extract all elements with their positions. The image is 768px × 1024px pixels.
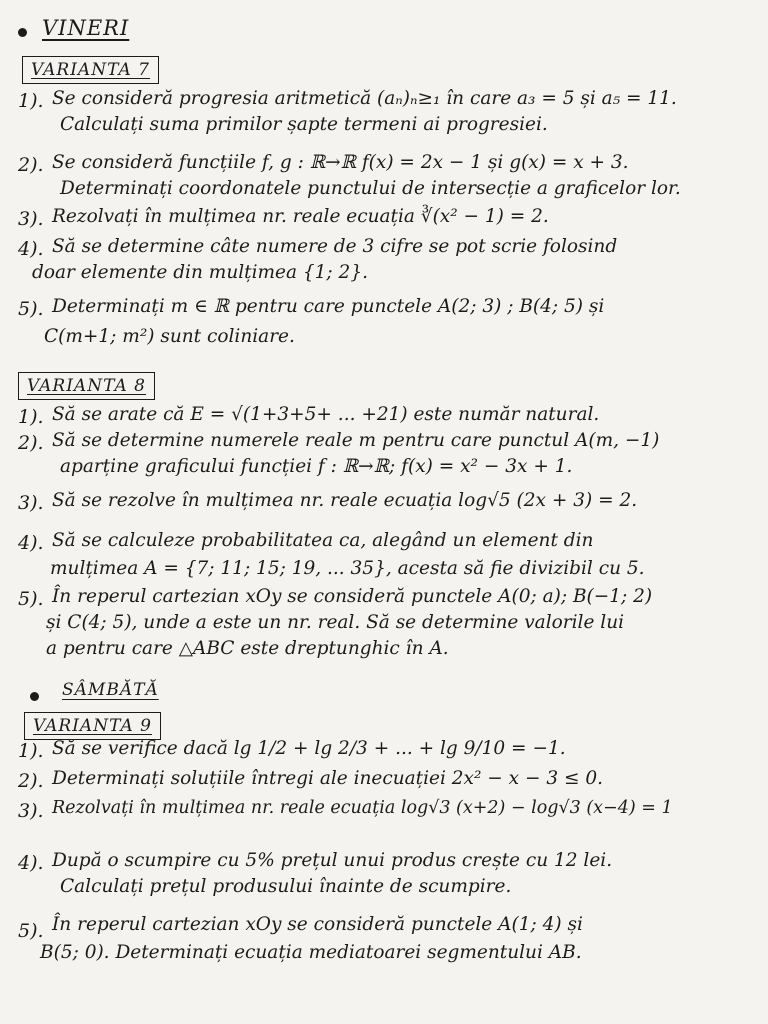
problem-line: Calculați prețul produsului înainte de scumpire. [60,876,512,897]
problem-line: Se consideră funcțiile f, g : ℝ→ℝ f(x) = 2x − 1 și g(x) = x + 3. [52,152,629,173]
variant-9-problem-5 [18,914,758,970]
variant-9-problem-3 [18,798,758,838]
problem-number: 1). [18,406,44,428]
variant-7-problem-1 [18,88,758,140]
variant-7-title: VARIANTA 7 [22,56,159,84]
variant-9-problem-1 [18,738,758,766]
variant-8-problem-4 [18,530,758,582]
problem-line: B(5; 0). Determinați ecuația mediatoarei segmentului AB. [40,942,582,963]
problem-line: Determinați m ∈ ℝ pentru care punctele A(2; 3) ; B(4; 5) și [52,296,605,317]
variant-9-problem-2 [18,768,758,796]
variant-7-problem-4 [18,236,758,288]
problem-number: 3). [18,800,44,822]
problem-line: mulțimea A = {7; 11; 15; 19, ... 35}, acesta să fie divizibil cu 5. [50,558,645,579]
bullet-friday [18,28,27,37]
problem-number: 4). [18,852,44,874]
problem-number: 3). [18,492,44,514]
problem-number: 2). [18,432,44,454]
problem-line: În reperul cartezian xOy se consideră punctele A(1; 4) și [52,914,583,935]
problem-line: După o scumpire cu 5% prețul unui produs crește cu 12 lei. [52,850,613,871]
problem-line: Să se rezolve în mulțimea nr. reale ecuația log√5 (2x + 3) = 2. [52,490,638,511]
problem-line: Să se determine câte numere de 3 cifre se pot scrie folosind [52,236,618,257]
problem-number: 2). [18,770,44,792]
problem-number: 3). [18,208,44,230]
problem-number: 5). [18,298,44,320]
problem-line: doar elemente din mulțimea {1; 2}. [32,262,368,283]
problem-line: În reperul cartezian xOy se consideră punctele A(0; a); B(−1; 2) [52,586,653,607]
problem-line: Să se calculeze probabilitatea ca, alegând un element din [52,530,594,551]
problem-line: a pentru care △ABC este dreptunghic în A. [46,638,449,659]
problem-number: 2). [18,154,44,176]
bullet-saturday [30,692,39,701]
problem-number: 5). [18,588,44,610]
day-heading-friday: VINERI [42,16,130,40]
variant-8-problem-5 [18,586,758,666]
problem-line: Să se arate că E = √(1+3+5+ ... +21) este număr natural. [52,404,600,425]
problem-number: 1). [18,90,44,112]
variant-7-problem-3 [18,206,758,234]
problem-line: Rezolvați în mulțimea nr. reale ecuația ∛(x² − 1) = 2. [52,206,549,227]
problem-line: Calculați suma primilor șapte termeni ai progresiei. [60,114,548,135]
problem-line: aparține graficului funcției f : ℝ→ℝ; f(x) = x² − 3x + 1. [60,456,573,477]
problem-line: Determinați coordonatele punctului de intersecție a graficelor lor. [60,178,681,199]
variant-8-title: VARIANTA 8 [18,372,155,400]
variant-7-problem-5 [18,296,758,348]
variant-9-problem-4 [18,850,758,902]
problem-line: Să se verifice dacă lg 1/2 + lg 2/3 + ... + lg 9/10 = −1. [52,738,566,759]
problem-number: 5). [18,920,44,942]
problem-line: Se consideră progresia aritmetică (aₙ)ₙ≥₁ în care a₃ = 5 și a₅ = 11. [52,88,677,109]
variant-8-problem-1 [18,404,758,432]
problem-line: Să se determine numerele reale m pentru care punctul A(m, −1) [52,430,660,451]
problem-number: 1). [18,740,44,762]
problem-line: Rezolvați în mulțimea nr. reale ecuația log√3 (x+2) − log√3 (x−4) = 1 [52,798,673,818]
problem-line: și C(4; 5), unde a este un nr. real. Să se determine valorile lui [46,612,625,633]
variant-7-problem-2 [18,152,758,204]
day-heading-saturday: SÂMBĂTĂ [62,680,159,700]
problem-line: C(m+1; m²) sunt coliniare. [44,326,295,347]
variant-8-problem-3 [18,490,758,518]
variant-9-title: VARIANTA 9 [24,712,161,740]
problem-number: 4). [18,238,44,260]
problem-number: 4). [18,532,44,554]
problem-line: Determinați soluțiile întregi ale inecuației 2x² − x − 3 ≤ 0. [52,768,604,789]
variant-8-problem-2 [18,430,758,482]
